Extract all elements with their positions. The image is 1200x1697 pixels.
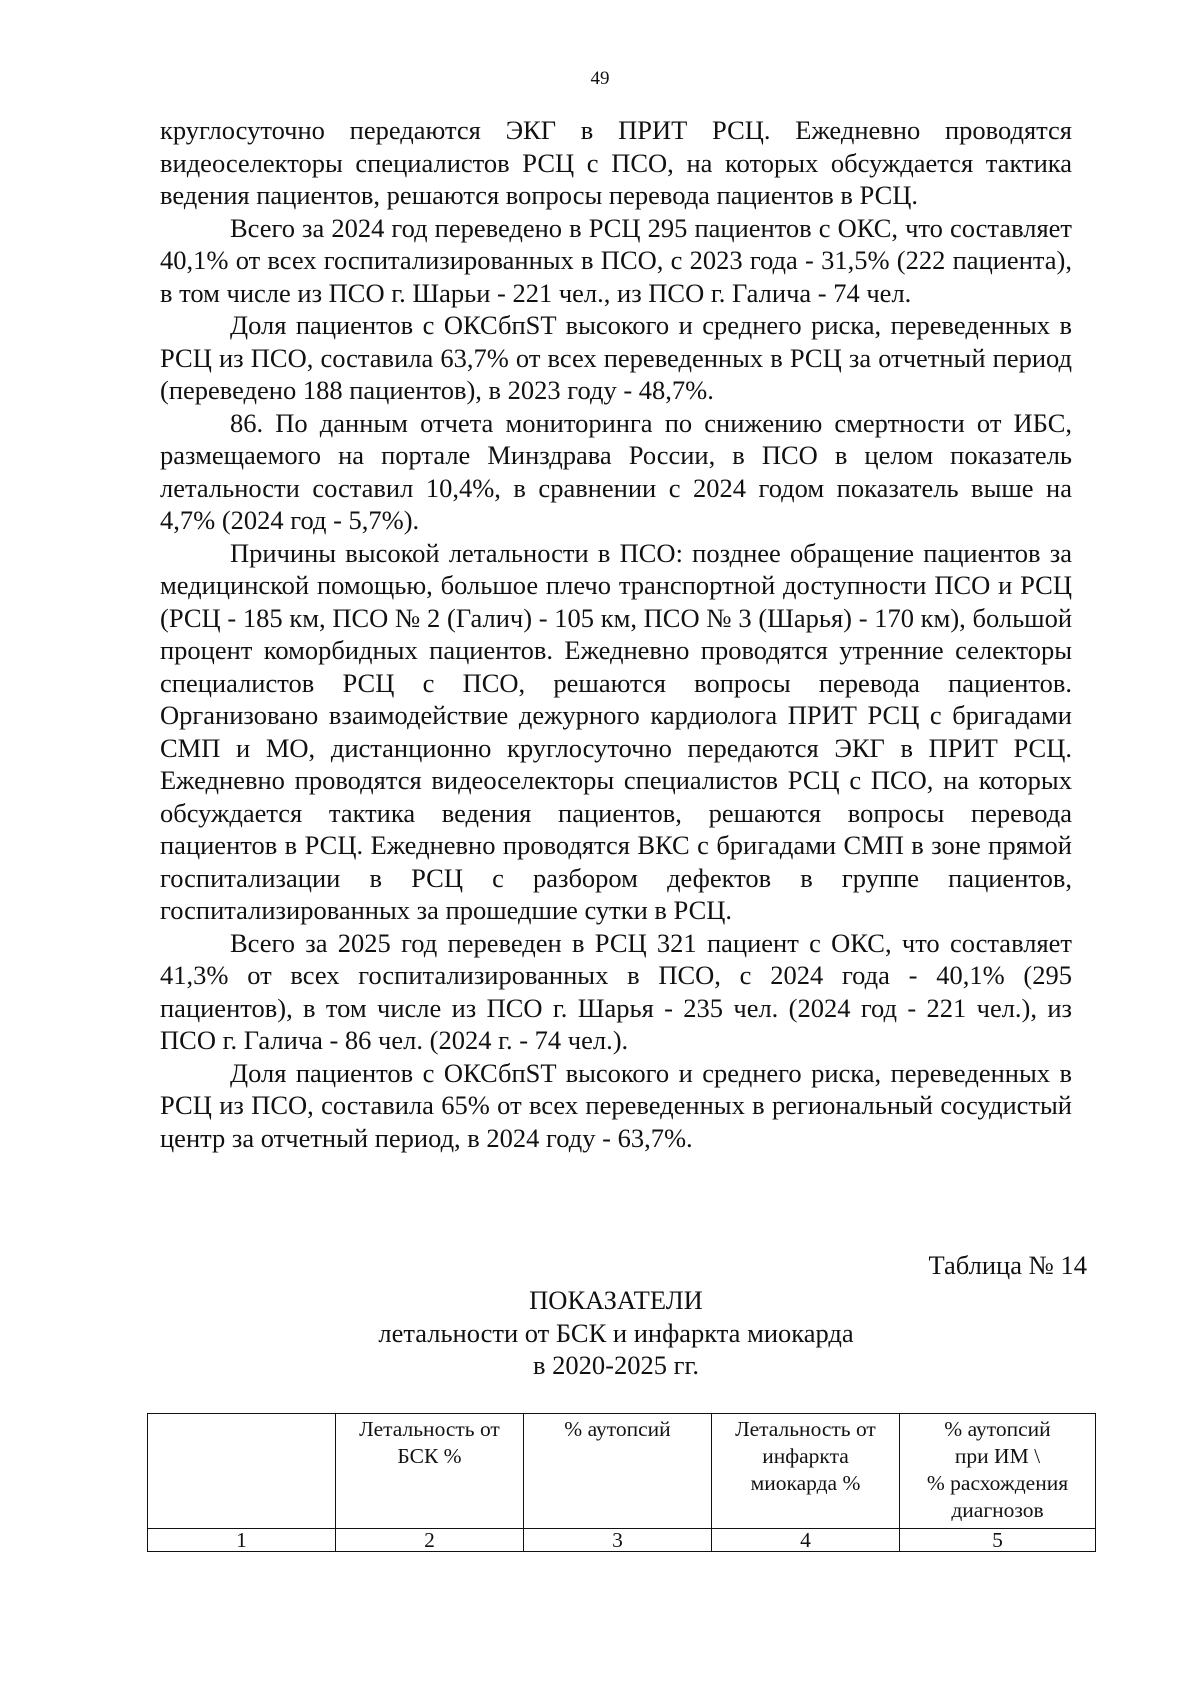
header-line: % аутопсий [564,1417,671,1441]
column-number-cell: 3 [524,1529,712,1552]
paragraph: Всего за 2024 год переведено в РСЦ 295 пациентов с ОКС, что составляет 40,1% от всех госпитализированных в ПСО, с 2023 года - 31,5% (222 пациента), в том числе из ПСО г. Шарьи - 221 чел., из ПСО г. Галича - 74 чел. [160,212,1072,308]
header-cell [148,1414,336,1529]
column-number-cell: 2 [336,1529,524,1552]
paragraph: Доля пациентов с ОКСбпST высокого и среднего риска, переведенных в РСЦ из ПСО, составила 65% от всех переведенных в региональный сосудистый центр за отчетный период, в 2024 году - 63,7%. [160,1057,1072,1153]
header-line: миокарда % [750,1471,861,1495]
header-line: % расхождения [926,1471,1069,1495]
header-line: Летальность от [735,1417,876,1441]
paragraph: Доля пациентов с ОКСбпST высокого и среднего риска, переведенных в РСЦ из ПСО, составила 63,7% от всех переведенных в РСЦ за отчетный период (переведено 188 пациентов), в 2023 году - 48,7%. [160,310,1072,405]
table-row [148,1529,1096,1552]
paragraph: Причины высокой летальности в ПСО: позднее обращение пациентов за медицинской помощью, большое плечо транспортной доступности ПСО и РСЦ (РСЦ - 185 км, ПСО № 2 (Галич) - 105 км, ПСО № 3 (Шарья) - 170 км), большой процент коморбидных пациентов. Ежедневно проводятся утренние селекторы специалистов РСЦ с ПСО, решаются вопросы перевода пациентов. Организовано взаимодействие дежурного кардиолога ПРИТ РСЦ с бригадами СМП и МО, дистанционно круглосуточно передаются ЭКГ в ПРИТ РСЦ. Ежедневно проводятся видеоселекторы специалистов РСЦ с ПСО, на которых обсуждается тактика ведения пациентов, решаются вопросы перевода пациентов в РСЦ. Ежедневно проводятся ВКС с бригадами СМП в зоне прямой госпитализации в РСЦ с разбором дефектов в группе пациентов, госпитализированных за прошедшие сутки в РСЦ. [160,537,1072,925]
table-title-line: летальности от БСК и инфаркта миокарда [378,1317,854,1348]
header-line: БСК % [397,1444,462,1468]
paragraph: 86. По данным отчета мониторинга по снижению смертности от ИБС, размещаемого на портале Минздрава России, в ПСО в целом показатель летальности составил 10,4%, в сравнении с 2024 годом показатель выше на 4,7% (2024 год - 5,7%). [160,407,1072,535]
paragraph: круглосуточно передаются ЭКГ в ПРИТ РСЦ. Ежедневно проводятся видеоселекторы специалистов РСЦ с ПСО, на которых обсуждается тактика ведения пациентов, решаются вопросы перевода пациентов в РСЦ. [160,115,1072,210]
table-label: Таблица № 14 [928,1250,1087,1280]
table-title-line: ПОКАЗАТЕЛИ [529,1285,703,1315]
header-cell [336,1414,524,1529]
header-cell [712,1414,900,1529]
table-header-row [148,1414,1096,1529]
header-line: при ИМ \ [954,1444,1041,1468]
header-line: % аутопсий [944,1417,1051,1441]
column-number-cell: 5 [900,1529,1096,1552]
header-cell [524,1414,712,1529]
body-text [160,114,1072,1154]
paragraph: Всего за 2025 год переведен в РСЦ 321 пациент с ОКС, что составляет 41,3% от всех госпитализированных в ПСО, с 2024 года - 40,1% (295 пациентов), в том числе из ПСО г. Шарья - 235 чел. (2024 год - 221 чел.), из ПСО г. Галича - 86 чел. (2024 г. - 74 чел.). [160,927,1072,1055]
page-number: 49 [590,68,610,89]
mortality-table [147,1413,1096,1552]
header-line: диагнозов [951,1498,1044,1522]
table-title [0,1284,1200,1382]
header-cell [900,1414,1096,1529]
header-line: инфаркта [762,1444,849,1468]
table-title-line: в 2020-2025 гг. [533,1350,699,1380]
column-number-cell: 4 [712,1529,900,1552]
header-line: Летальность от [359,1417,500,1441]
column-number-cell: 1 [148,1529,336,1552]
